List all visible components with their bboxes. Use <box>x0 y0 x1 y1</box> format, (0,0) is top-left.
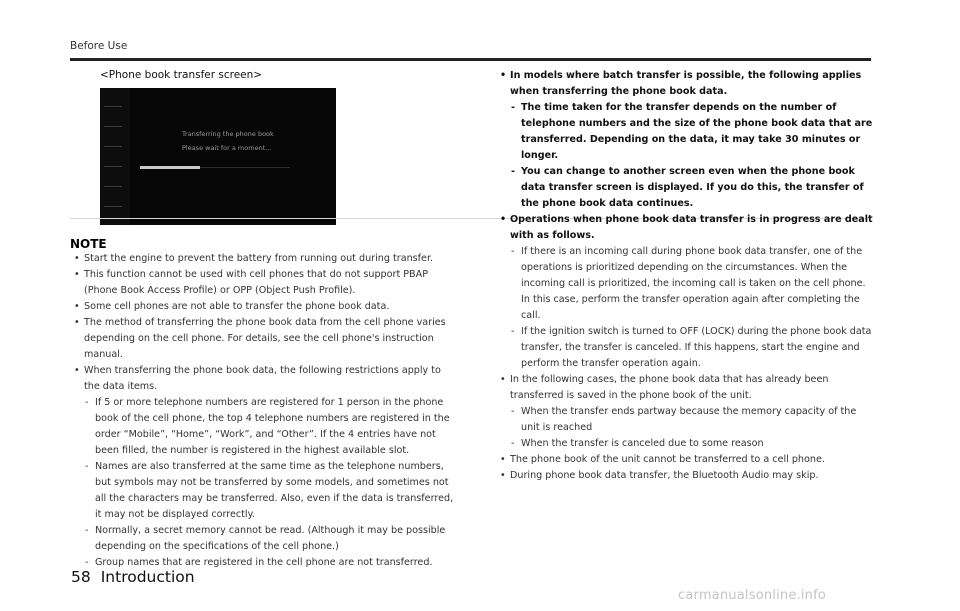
sub-item: - If there is an incoming call during phone book data transfer, one of the operations is prioritized depending on the circumstances. When the incoming call is prioritized, the incoming call is taken on the cell phone. In this case, perform the transfer operation again after completing the call. <box>496 244 874 324</box>
sub-item: - When the transfer ends partway because the memory capacity of the unit is reached <box>496 404 874 436</box>
contacts-icon <box>104 118 122 127</box>
back-icon <box>104 198 122 207</box>
transfer-progress-fill <box>140 166 200 169</box>
sub-item: - The time taken for the transfer depends on the number of telephone numbers and the size of the phone book data that are transferred. Depending on the data, it may take 30 minutes or longer. <box>496 100 874 164</box>
right-column <box>496 68 874 484</box>
bullet-item: • The phone book of the unit cannot be transferred to a cell phone. <box>496 452 874 468</box>
screen-side-icons <box>100 88 130 225</box>
sub-item: - If 5 or more telephone numbers are registered for 1 person in the phone book of the cell phone, the top 4 telephone numbers are registered in the order “Mobile”, “Home”, “Work”, and “Other”. If the 4 entries have not been filled, the number is registered in the highest available slot. <box>70 395 458 459</box>
settings-icon <box>104 178 122 187</box>
bullet-item: • Start the engine to prevent the battery from running out during transfer. <box>70 251 458 267</box>
note-title: NOTE <box>70 237 107 251</box>
transfer-message: Transferring the phone book <box>182 130 274 138</box>
phone-book-transfer-screen-image <box>100 88 336 225</box>
header-rule <box>70 58 871 61</box>
sub-item: - Group names that are registered in the cell phone are not transferred. <box>70 555 458 571</box>
transfer-progress-bar <box>140 167 290 168</box>
running-header: Before Use <box>70 40 128 52</box>
site-watermark: carmanualsonline.info <box>678 588 827 603</box>
page-number: 58 <box>71 568 91 586</box>
bullet-item: • During phone book data transfer, the Bluetooth Audio may skip. <box>496 468 874 484</box>
wait-message: Please wait for a moment... <box>182 144 272 152</box>
left-column <box>70 68 458 571</box>
bullet-item: • This function cannot be used with cell phones that do not support PBAP (Phone Book Access Profile) or OPP (Object Push Profile). <box>70 267 458 299</box>
bullet-item: • When transferring the phone book data, the following restrictions apply to the data items. <box>70 363 458 395</box>
transfer-notes <box>496 244 874 484</box>
sub-item: - Normally, a secret memory cannot be read. (Although it may be possible depending on the specifications of the cell phone.) <box>70 523 458 555</box>
sub-item: - Names are also transferred at the same time as the telephone numbers, but symbols may not be transferred by some models, and sometimes not all the characters may be transferred. Also, even if the data is transferred, it may not be displayed correctly. <box>70 459 458 523</box>
call-history-icon <box>104 138 122 147</box>
batch-transfer-notes <box>496 68 874 244</box>
footer-section-title: Introduction <box>100 568 195 586</box>
bullet-item: • The method of transferring the phone book data from the cell phone varies depending on the cell phone. For details, see the cell phone's instruction manual. <box>70 315 458 363</box>
sub-item: - You can change to another screen even when the phone book data transfer screen is displayed. If you do this, the transfer of the phone book data continues. <box>496 164 874 212</box>
figure-caption: <Phone book transfer screen> <box>100 69 263 81</box>
bullet-item: • In the following cases, the phone book data that has already been transferred is saved in the phone book of the unit. <box>496 372 874 404</box>
phone-icon <box>104 98 122 107</box>
sub-item: - When the transfer is canceled due to some reason <box>496 436 874 452</box>
bullet-item: • Some cell phones are not able to transfer the phone book data. <box>70 299 458 315</box>
sub-item: - If the ignition switch is turned to OFF (LOCK) during the phone book data transfer, the transfer is canceled. If this happens, start the engine and perform the transfer operation again. <box>496 324 874 372</box>
bullet-item: • In models where batch transfer is possible, the following applies when transferring the phone book data. <box>496 68 874 100</box>
page-footer <box>71 568 195 586</box>
bullet-item: • Operations when phone book data transfer is in progress are dealt with as follows. <box>496 212 874 244</box>
note-list <box>70 251 458 571</box>
keypad-icon <box>104 158 122 167</box>
